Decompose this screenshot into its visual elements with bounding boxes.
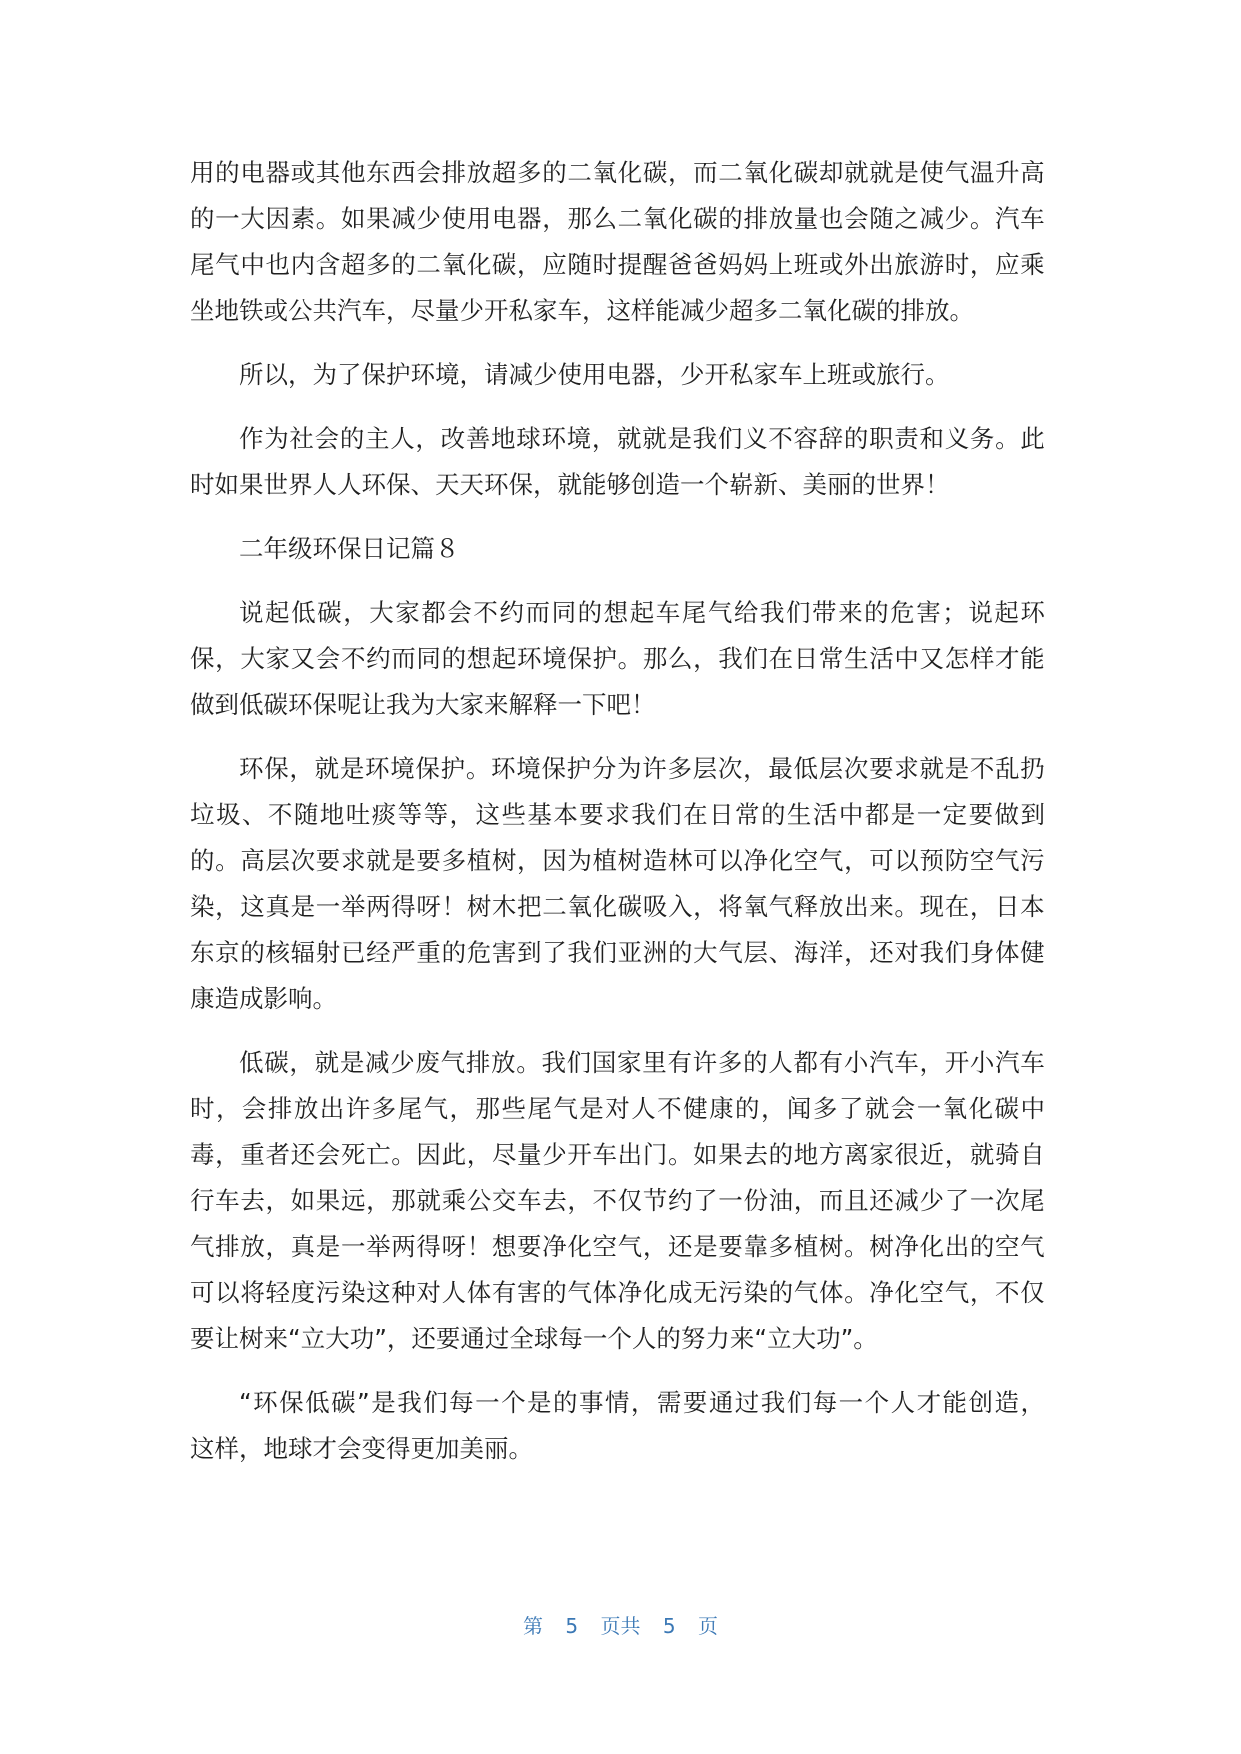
page-label-prefix: 第 (523, 1614, 544, 1638)
text-line: 所以，为了保护环境，请减少使用电器，少开私家车上班或旅行。 (239, 360, 950, 389)
page-footer (0, 1610, 1241, 1639)
paragraph (190, 590, 1045, 728)
paragraph (190, 1380, 1045, 1472)
text-line: 作 为 社 会 的 主 人 ， 改 善 地 球 环 境 ， 就 就 是 我 们 义 不 容 辞 的 职 责 和 义 务 。 此 (239, 424, 1045, 453)
paragraph (190, 526, 1045, 572)
current-page-number: 5 (565, 1614, 579, 1638)
text-line: 的 。 高 层 次 要 求 就 是 要 多 植 树 ， 因 为 植 树 造 林 可 以 净 化 空 气 ， 可 以 预 防 空 气 污 (190, 846, 1045, 875)
text-line: 要让树来“立大功”，还要通过全球每一个人的努力来“立大功”。 (190, 1324, 878, 1353)
text-line: 的 一 大 因 素 。 如 果 减 少 使 用 电 器 ， 那 么 二 氧 化 碳 的 排 放 量 也 会 随 之 减 少 。 汽 车 (190, 204, 1045, 233)
text-line: 行 车 去 ， 如 果 远 ， 那 就 乘 公 交 车 去 ， 不 仅 节 约 了 一 份 油 ， 而 且 还 减 少 了 一 次 尾 (190, 1186, 1045, 1215)
text-line: 保 ， 大 家 又 会 不 约 而 同 的 想 起 环 境 保 护 。 那 么 ， 我 们 在 日 常 生 活 中 又 怎 样 才 能 (190, 644, 1045, 673)
text-line: 垃 圾 、 不 随 地 吐 痰 等 等 ， 这 些 基 本 要 求 我 们 在 日 常 的 生 活 中 都 是 一 定 要 做 到 (190, 800, 1045, 829)
text-line: 这样，地球才会变得更加美丽。 (190, 1434, 533, 1463)
paragraph (190, 150, 1045, 334)
text-line: 东 京 的 核 辐 射 已 经 严 重 的 危 害 到 了 我 们 亚 洲 的 大 气 层 、 海 洋 ， 还 对 我 们 身 体 健 (190, 938, 1045, 967)
paragraph (190, 746, 1045, 1022)
text-line: 气 排 放 ， 真 是 一 举 两 得 呀 ！ 想 要 净 化 空 气 ， 还 是 要 靠 多 植 树 。 树 净 化 出 的 空 气 (190, 1232, 1045, 1261)
text-line: 坐地铁或公共汽车，尽量少开私家车，这样能减少超多二氧化碳的排放。 (190, 296, 974, 325)
total-pages-number: 5 (662, 1614, 676, 1638)
page-label-mid: 页共 (600, 1614, 641, 1638)
paragraph (190, 1040, 1045, 1362)
text-line: 尾 气 中 也 内 含 超 多 的 二 氧 化 碳 ， 应 随 时 提 醒 爸 爸 妈 妈 上 班 或 外 出 旅 游 时 ， 应 乘 (190, 250, 1045, 279)
text-line: 用 的 电 器 或 其 他 东 西 会 排 放 超 多 的 二 氧 化 碳 ， 而 二 氧 化 碳 却 就 就 是 使 气 温 升 高 (190, 158, 1045, 187)
paragraph (190, 416, 1045, 508)
text-line: 环 保 ， 就 是 环 境 保 护 。 环 境 保 护 分 为 许 多 层 次 ， 最 低 层 次 要 求 就 是 不 乱 扔 (239, 754, 1045, 783)
text-line: 可 以 将 轻 度 污 染 这 种 对 人 体 有 害 的 气 体 净 化 成 无 污 染 的 气 体 。 净 化 空 气 ， 不 仅 (190, 1278, 1045, 1307)
text-line: 二年级环保日记篇８ (239, 534, 460, 563)
page-label-suffix: 页 (697, 1614, 718, 1638)
text-line: “ 环 保 低 碳 ” 是 我 们 每 一 个 是 的 事 情 ， 需 要 通 过 我 们 每 一 个 人 才 能 创 造 ， (239, 1388, 1045, 1417)
text-line: 说 起 低 碳 ， 大 家 都 会 不 约 而 同 的 想 起 车 尾 气 给 我 们 带 来 的 危 害 ； 说 起 环 (239, 598, 1045, 627)
text-line: 康造成影响。 (190, 984, 337, 1013)
text-line: 时 ， 会 排 放 出 许 多 尾 气 ， 那 些 尾 气 是 对 人 不 健 康 的 ， 闻 多 了 就 会 一 氧 化 碳 中 (190, 1094, 1045, 1123)
text-line: 时如果世界人人环保、天天环保，就能够创造一个崭新、美丽的世界！ (190, 470, 950, 499)
text-line: 低 碳 ， 就 是 减 少 废 气 排 放 。 我 们 国 家 里 有 许 多 的 人 都 有 小 汽 车 ， 开 小 汽 车 (239, 1048, 1045, 1077)
document-body (190, 150, 1045, 1472)
paragraph (190, 352, 1045, 398)
text-line: 做到低碳环保呢让我为大家来解释一下吧！ (190, 690, 656, 719)
text-line: 毒 ， 重 者 还 会 死 亡 。 因 此 ， 尽 量 少 开 车 出 门 。 如 果 去 的 地 方 离 家 很 近 ， 就 骑 自 (190, 1140, 1045, 1169)
text-line: 染 ， 这 真 是 一 举 两 得 呀 ！ 树 木 把 二 氧 化 碳 吸 入 ， 将 氧 气 释 放 出 来 。 现 在 ， 日 本 (190, 892, 1045, 921)
